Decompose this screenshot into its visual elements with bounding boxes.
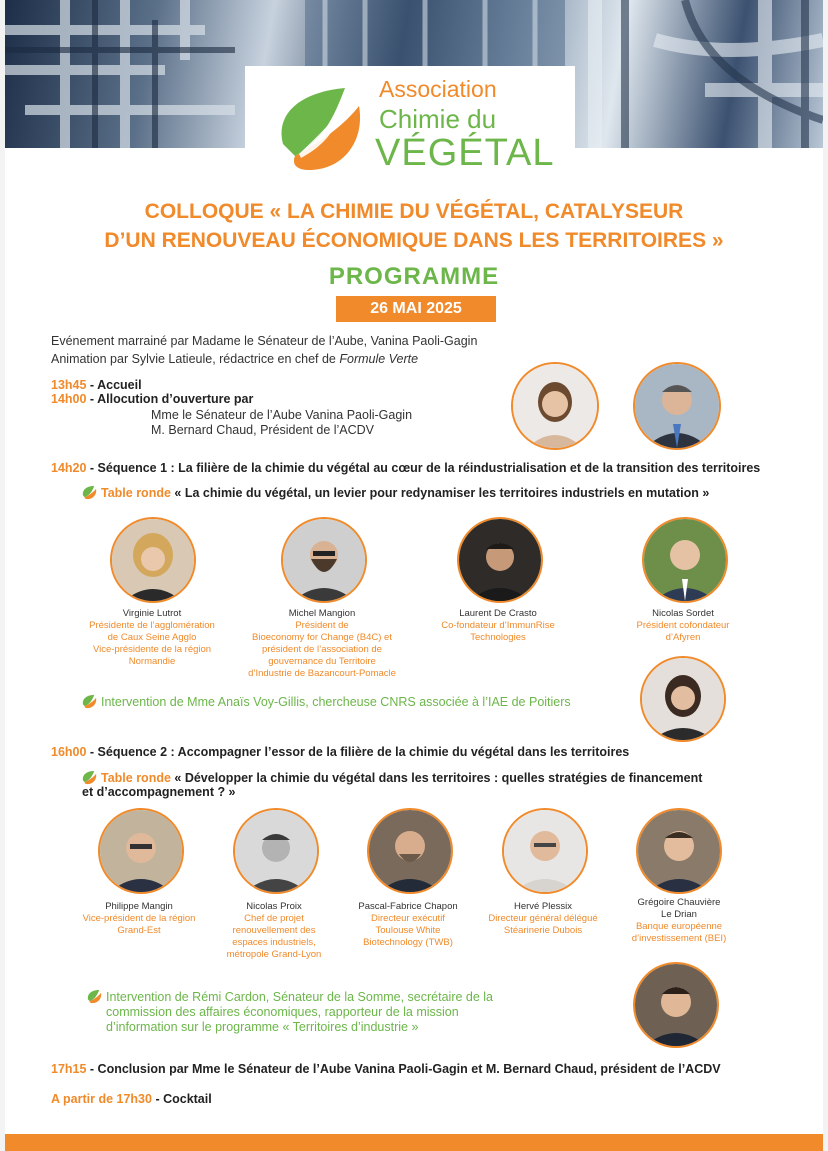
avatar <box>457 517 543 603</box>
footer-bar <box>5 1134 823 1151</box>
panelist-name: Nicolas Proix <box>246 901 302 912</box>
role-line: Président de <box>295 620 349 631</box>
avatar <box>281 517 367 603</box>
avatar <box>511 362 599 450</box>
panelist-role <box>603 620 763 644</box>
role-line: Directeur exécutif <box>371 913 445 924</box>
avatar <box>633 962 719 1048</box>
table-ronde-label: Table ronde <box>101 771 171 785</box>
table-ronde-2 <box>82 770 702 785</box>
intervention-line: d’information sur le programme « Territoires d’industrie » <box>106 1020 419 1034</box>
ouverture-line <box>51 392 253 406</box>
role-line: d’investissement (BEI) <box>631 933 727 944</box>
panelist-role <box>472 913 614 937</box>
logo-vegetal: VÉGÉTAL <box>375 132 555 174</box>
agenda-text: - Accueil <box>86 378 142 392</box>
time: A partir de 17h30 <box>51 1092 152 1106</box>
agenda-text: - Cocktail <box>151 1092 212 1106</box>
programme-heading: PROGRAMME <box>328 263 500 290</box>
role-line: Co-fondateur d’ImmunRise <box>441 620 555 631</box>
intro-animation <box>51 352 418 366</box>
panelist-role <box>64 913 214 937</box>
panelist-card <box>209 901 339 961</box>
leaf-icon <box>87 989 102 1004</box>
leaf-logo-icon <box>275 84 365 176</box>
agenda-text: - Séquence 1 : La filière de la chimie du végétal au cœur de la réindustrialisation et de la transition des territoires <box>86 461 761 475</box>
avatar <box>367 808 453 894</box>
panelist-name-line-2: Le Drian <box>661 909 697 920</box>
logo <box>245 66 575 178</box>
agenda-text: - Conclusion par Mme le Sénateur de l’Aube Vanina Paoli-Gagin et M. Bernard Chaud, président de l’ACDV <box>86 1062 721 1076</box>
table-ronde-label: Table ronde <box>101 486 171 500</box>
avatar <box>110 517 196 603</box>
role-line: Vice-présidente de la région <box>92 644 212 655</box>
table-ronde-text: « Développer la chimie du végétal dans les territoires : quelles stratégies de financement <box>170 771 703 785</box>
panelist-card <box>472 901 614 937</box>
agenda-text: - Allocution d’ouverture par <box>86 392 254 406</box>
time: 14h20 <box>51 461 87 475</box>
role-line: Banque européenne <box>635 921 723 932</box>
time: 17h15 <box>51 1062 87 1076</box>
intro-sponsor: Evénement marrainé par Madame le Sénateur de l’Aube, Vanina Paoli-Gagin <box>51 334 478 348</box>
panelist-name: Hervé Plessix <box>513 901 573 912</box>
avatar <box>640 656 726 742</box>
role-line: Technologies <box>470 632 526 643</box>
role-line: d’Afyren <box>665 632 701 643</box>
sequence-2 <box>51 745 629 759</box>
logo-chimie: Chimie du <box>379 104 497 134</box>
conclusion-line <box>51 1062 721 1076</box>
panelist-card <box>418 608 578 644</box>
role-line: d’Industrie de Bazancourt-Pomacle <box>248 668 396 679</box>
panelist-role <box>609 921 749 945</box>
intervention-line <box>87 989 587 1005</box>
panelist-card <box>57 608 247 668</box>
panelist-name: Pascal-Fabrice Chapon <box>358 901 458 912</box>
role-line: Chef de projet <box>244 913 304 924</box>
flyer-page <box>5 0 823 1151</box>
panelist-name: Grégoire Chauvière <box>637 897 721 908</box>
intervention-1 <box>82 694 571 709</box>
panelist-card <box>609 897 749 945</box>
intervention-line: commission des affaires économiques, rapporteur de la mission <box>106 1005 459 1019</box>
leaf-icon <box>82 485 97 500</box>
accueil-line <box>51 378 142 392</box>
event-date: 26 MAI 2025 <box>336 296 496 322</box>
avatar <box>502 808 588 894</box>
role-line: Stéarinerie Dubois <box>503 925 583 936</box>
event-title <box>5 197 823 255</box>
intro-animation-text: Animation par Sylvie Latieule, rédactrice en chef de <box>51 352 340 366</box>
intervention-text: Intervention de Mme Anaïs Voy-Gillis, chercheuse CNRS associée à l’IAE de Poitiers <box>101 695 571 709</box>
panelist-name: Virginie Lutrot <box>122 608 182 619</box>
table-ronde-2-line-2: et d’accompagnement ? » <box>82 785 236 799</box>
avatar <box>642 517 728 603</box>
time: 13h45 <box>51 378 87 392</box>
role-line: de Caux Seine Agglo <box>107 632 197 643</box>
avatar <box>633 362 721 450</box>
panelist-role <box>338 913 478 949</box>
avatar <box>636 808 722 894</box>
ouverture-speaker-1: Mme le Sénateur de l’Aube Vanina Paoli-Gagin <box>151 408 413 422</box>
role-line: Présidente de l’agglomération <box>89 620 215 631</box>
table-ronde-1 <box>82 485 709 500</box>
time: 14h00 <box>51 392 87 406</box>
time: 16h00 <box>51 745 87 759</box>
panelist-role <box>209 913 339 961</box>
role-line: Toulouse White <box>375 925 441 936</box>
panelist-name: Philippe Mangin <box>105 901 173 912</box>
panelist-name: Laurent De Crasto <box>459 608 537 619</box>
panelist-role <box>57 620 247 668</box>
panelist-name: Nicolas Sordet <box>652 608 714 619</box>
panelist-card <box>338 901 478 949</box>
role-line: Grand-Est <box>117 925 161 936</box>
role-line: espaces industriels, <box>232 937 316 948</box>
role-line: Vice-président de la région <box>82 913 196 924</box>
avatar <box>98 808 184 894</box>
intervention-text: Intervention de Rémi Cardon, Sénateur de la Somme, secrétaire de la <box>106 990 494 1004</box>
role-line: Directeur général délégué <box>488 913 598 924</box>
panelist-card <box>603 608 763 644</box>
leaf-icon <box>82 770 97 785</box>
panelist-role <box>222 620 422 680</box>
role-line: Président cofondateur <box>636 620 730 631</box>
cocktail-line <box>51 1092 212 1106</box>
panelist-name: Michel Mangion <box>288 608 356 619</box>
role-line: président de l’association de <box>262 644 382 655</box>
agenda-text: - Séquence 2 : Accompagner l’essor de la filière de la chimie du végétal dans les territoires <box>86 745 630 759</box>
panelist-role <box>418 620 578 644</box>
panelist-card <box>222 608 422 680</box>
role-line: Biotechnology (TWB) <box>363 937 453 948</box>
table-ronde-text: « La chimie du végétal, un levier pour redynamiser les territoires industriels en mutation » <box>170 486 710 500</box>
role-line: Normandie <box>128 656 176 667</box>
sequence-1 <box>51 461 760 475</box>
role-line: métropole Grand-Lyon <box>226 949 322 960</box>
ouverture-speaker-2: M. Bernard Chaud, Président de l’ACDV <box>151 423 375 437</box>
avatar <box>233 808 319 894</box>
role-line: renouvellement des <box>232 925 316 936</box>
intervention-2 <box>87 989 587 1035</box>
logo-association: Association <box>379 76 497 102</box>
title-line-2: D’UN RENOUVEAU ÉCONOMIQUE DANS LES TERRITOIRES » <box>104 229 724 252</box>
panelist-card <box>64 901 214 937</box>
title-line-1: COLLOQUE « LA CHIMIE DU VÉGÉTAL, CATALYSEUR <box>144 200 684 223</box>
role-line: Bioeconomy for Change (B4C) et <box>252 632 392 643</box>
role-line: gouvernance du Territoire <box>268 656 376 667</box>
intro-formule-verte: Formule Verte <box>339 352 419 366</box>
leaf-icon <box>82 694 97 709</box>
